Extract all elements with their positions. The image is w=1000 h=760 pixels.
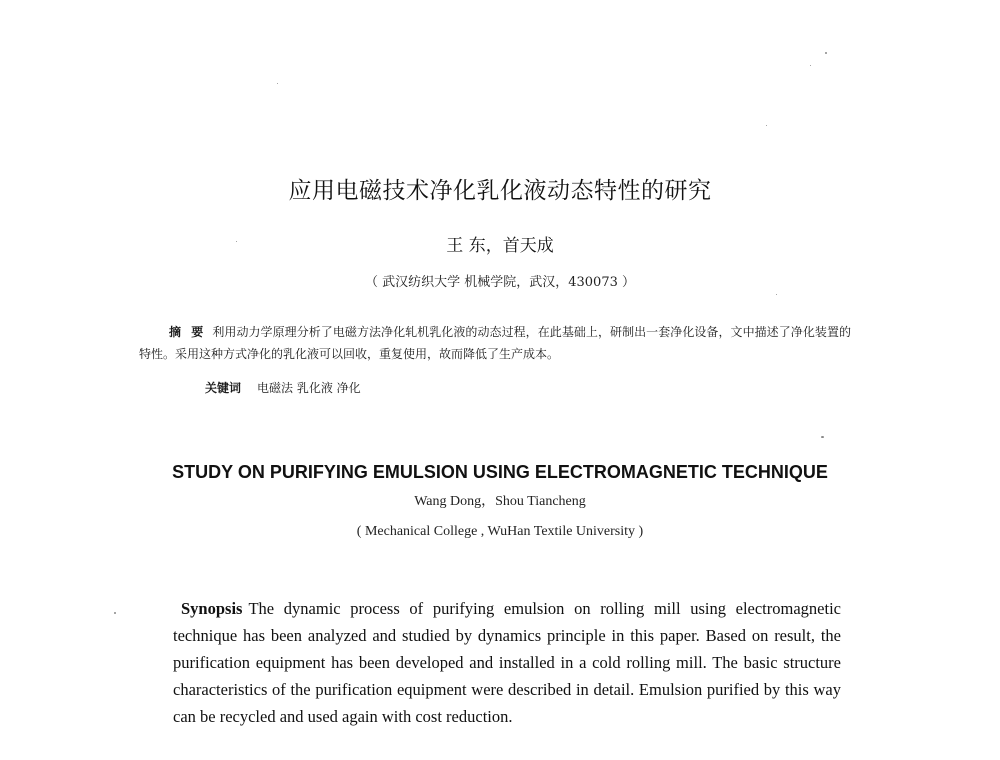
chinese-abstract-text: 利用动力学原理分析了电磁方法净化轧机乳化液的动态过程，在此基础上，研制出一套净化设备，文中描述了净化装置的特性。采用这种方式净化的乳化液可以回收，重复使用，故而降低了生产成本。 <box>139 325 851 361</box>
chinese-keywords-text: 电磁法 乳化液 净化 <box>257 381 361 395</box>
english-synopsis-label: Synopsis <box>181 599 243 618</box>
chinese-authors: 王 东，首天成 <box>446 236 554 256</box>
english-title: STUDY ON PURIFYING EMULSION USING ELECTROMAGNETIC TECHNIQUE <box>172 462 828 482</box>
scan-speck <box>776 294 777 295</box>
scan-speck <box>825 52 827 54</box>
chinese-abstract-label: 摘 要 <box>169 325 207 339</box>
english-synopsis <box>173 595 841 730</box>
scan-speck <box>766 125 767 126</box>
chinese-keywords-label: 关键词 <box>205 381 242 395</box>
scan-speck <box>277 83 278 84</box>
scan-speck <box>236 241 237 242</box>
scan-speck <box>810 65 811 66</box>
english-affiliation: ( Mechanical College , WuHan Textile University ) <box>356 524 644 539</box>
chinese-keywords <box>205 379 361 396</box>
chinese-title: 应用电磁技术净化乳化液动态特性的研究 <box>288 178 712 204</box>
english-synopsis-text: The dynamic process of purifying emulsion on rolling mill using electromagnetic technique has been analyzed and studied by dynamics principle in this paper. Based on result, the purification equipment has been developed and installed in a cold rolling mill. The basic structure characteristics of the purification equipment were described in detail. Emulsion purified by this way can be recycled and used again with cost reduction. <box>173 599 841 726</box>
chinese-affiliation: （ 武汉纺织大学 机械学院，武汉，430073 ） <box>364 275 636 290</box>
english-authors: Wang Dong，Shou Tiancheng <box>414 494 586 509</box>
scan-speck <box>821 436 824 438</box>
chinese-abstract <box>139 321 851 365</box>
scan-speck <box>114 612 116 614</box>
